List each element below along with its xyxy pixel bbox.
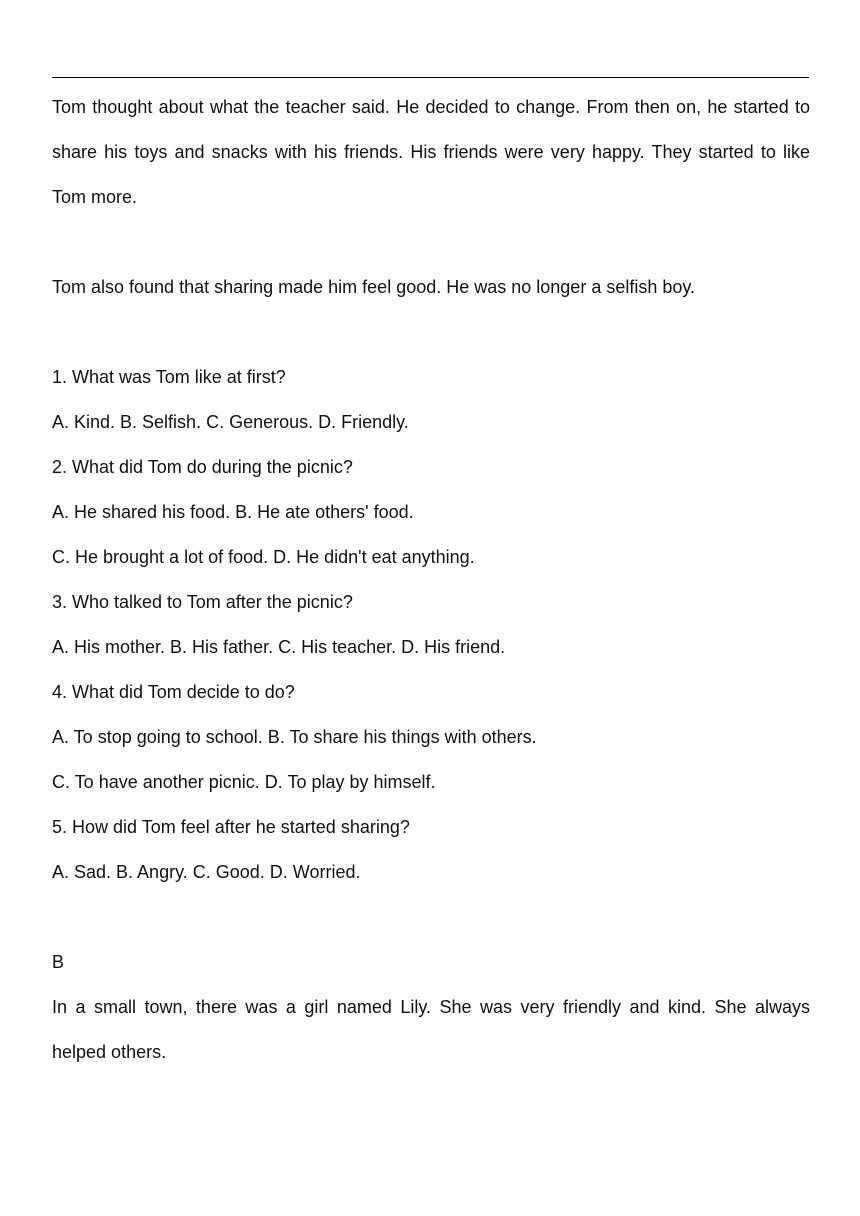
question-4-options-line-2: C. To have another picnic. D. To play by himself. — [52, 772, 436, 792]
passage-b-paragraph-1: In a small town, there was a girl named Lily. She was very friendly and kind. She always helped others. — [52, 997, 810, 1062]
question-5: 5. How did Tom feel after he started sharing? — [52, 817, 410, 837]
question-5-options: A. Sad. B. Angry. C. Good. D. Worried. — [52, 862, 361, 882]
blank-line — [52, 220, 810, 265]
blank-line — [52, 895, 810, 940]
question-2-options-line-2: C. He brought a lot of food. D. He didn't eat anything. — [52, 547, 475, 567]
blank-line — [52, 310, 810, 355]
question-4: 4. What did Tom decide to do? — [52, 682, 295, 702]
section-b-heading: B — [52, 952, 65, 972]
question-1-options: A. Kind. B. Selfish. C. Generous. D. Friendly. — [52, 412, 409, 432]
question-4-options-line-1: A. To stop going to school. B. To share his things with others. — [52, 727, 537, 747]
passage-a-paragraph-1: Tom thought about what the teacher said. He decided to change. From then on, he started to share his toys and snacks with his friends. His friends were very happy. They started to like Tom more. — [52, 97, 810, 207]
document-content — [52, 85, 810, 1075]
question-2-options-line-1: A. He shared his food. B. He ate others' food. — [52, 502, 414, 522]
passage-a-paragraph-2: Tom also found that sharing made him feel good. He was no longer a selfish boy. — [52, 277, 696, 297]
question-3-options: A. His mother. B. His father. C. His teacher. D. His friend. — [52, 637, 506, 657]
header-rule — [52, 77, 809, 78]
question-1: 1. What was Tom like at first? — [52, 367, 286, 387]
question-2: 2. What did Tom do during the picnic? — [52, 457, 353, 477]
question-3: 3. Who talked to Tom after the picnic? — [52, 592, 353, 612]
